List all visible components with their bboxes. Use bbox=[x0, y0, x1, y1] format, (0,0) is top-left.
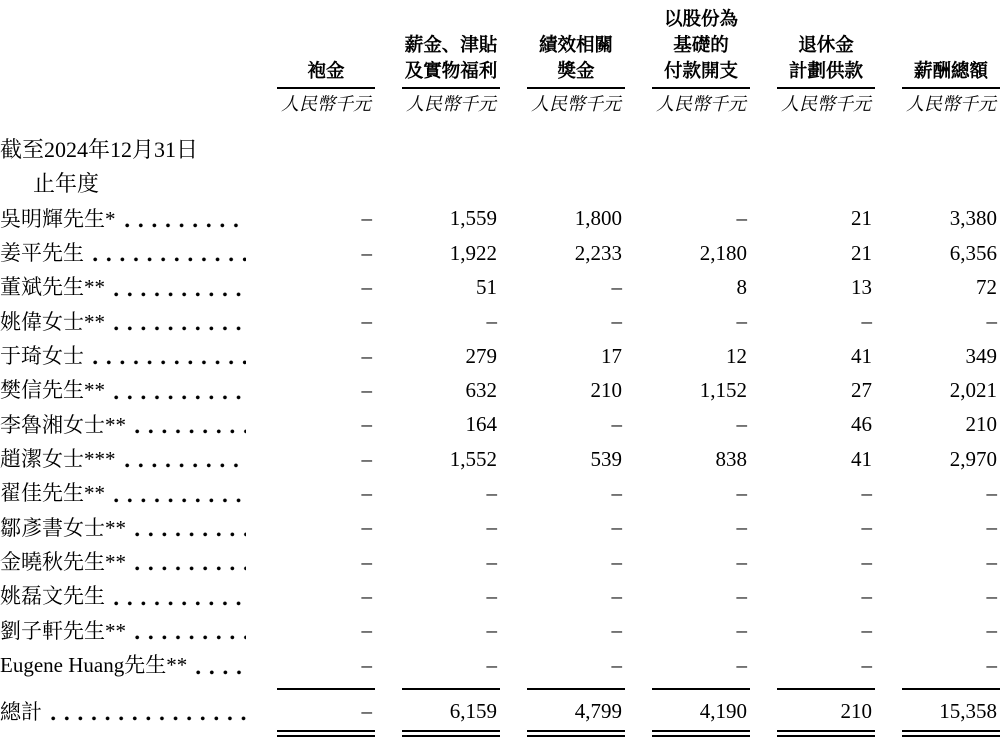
value-cell: 4,799 bbox=[574, 699, 622, 724]
value-cell: – bbox=[486, 618, 497, 643]
period-row-2 bbox=[0, 167, 1000, 201]
row-name-cell bbox=[0, 648, 250, 682]
row-name: 姚磊文先生 bbox=[0, 584, 105, 609]
value-cell: – bbox=[986, 618, 997, 643]
rule-cell bbox=[375, 688, 500, 690]
value-cell: 632 bbox=[465, 378, 497, 403]
double-rule bbox=[777, 730, 875, 737]
value-cell: – bbox=[361, 618, 372, 643]
value-cell: – bbox=[361, 481, 372, 506]
row-name-cell bbox=[0, 614, 250, 648]
value-cell: – bbox=[861, 584, 872, 609]
rule-cell bbox=[875, 729, 1000, 737]
row-name: 董斌先生** bbox=[0, 275, 105, 300]
dot-leader bbox=[135, 635, 246, 640]
dot-leader bbox=[125, 463, 247, 468]
column-header-text bbox=[652, 6, 750, 89]
value-cell: – bbox=[361, 343, 372, 368]
table-row bbox=[0, 648, 1000, 682]
table-row bbox=[0, 270, 1000, 304]
column-header-line: 及實物福利 bbox=[404, 60, 498, 81]
subtotal-rule-row bbox=[0, 683, 1000, 695]
row-name: 總計 bbox=[0, 699, 42, 724]
value-cell: 1,800 bbox=[574, 206, 622, 231]
single-rule bbox=[402, 688, 500, 690]
single-rule bbox=[277, 688, 375, 690]
column-header-line: 薪酬總額 bbox=[913, 60, 988, 81]
value-cell: – bbox=[986, 652, 997, 677]
value-cell: 210 bbox=[965, 412, 997, 437]
value-cell: 21 bbox=[851, 206, 872, 231]
table-body bbox=[0, 133, 1000, 743]
value-cell: – bbox=[986, 481, 997, 506]
column-header-5 bbox=[875, 58, 1000, 116]
table-row bbox=[0, 476, 1000, 510]
value-cell: – bbox=[611, 652, 622, 677]
dot-leader bbox=[196, 670, 246, 675]
value-cell: 279 bbox=[465, 343, 497, 368]
single-rule bbox=[527, 688, 625, 690]
value-cell: 210 bbox=[590, 378, 622, 403]
row-name: 鄒彥書女士** bbox=[0, 515, 126, 540]
value-cell: 41 bbox=[851, 446, 872, 471]
data-rows bbox=[0, 202, 1000, 683]
row-name: 于琦女士 bbox=[0, 344, 84, 369]
column-header-line: 基礎的 bbox=[673, 34, 729, 55]
value-cell: – bbox=[611, 515, 622, 540]
column-header-line: 袍金 bbox=[307, 60, 345, 81]
rule-cell bbox=[625, 688, 750, 690]
unit-label: 人民幣千元 bbox=[406, 94, 496, 114]
row-name-cell bbox=[0, 579, 250, 613]
table-header-row bbox=[0, 6, 1000, 116]
value-cell: – bbox=[361, 240, 372, 265]
value-cell: – bbox=[611, 275, 622, 300]
value-cell: 2,233 bbox=[574, 240, 622, 265]
row-name-cell bbox=[0, 695, 250, 729]
rule-cell bbox=[750, 729, 875, 737]
dot-leader bbox=[135, 532, 246, 537]
column-header-4 bbox=[750, 32, 875, 116]
value-cell: 51 bbox=[476, 275, 497, 300]
value-cell: – bbox=[361, 584, 372, 609]
value-cell: – bbox=[611, 549, 622, 574]
value-cell: 838 bbox=[715, 446, 747, 471]
column-header-1 bbox=[375, 32, 500, 116]
dot-leader bbox=[114, 326, 246, 331]
rule-cell bbox=[250, 729, 375, 737]
value-cell: – bbox=[986, 515, 997, 540]
value-cell: – bbox=[736, 515, 747, 540]
unit-label: 人民幣千元 bbox=[281, 94, 371, 114]
value-cell: 2,970 bbox=[949, 446, 997, 471]
value-cell: – bbox=[486, 309, 497, 334]
row-name-cell bbox=[0, 442, 250, 476]
row-name: 李魯湘女士** bbox=[0, 412, 126, 437]
column-header-text bbox=[527, 32, 625, 89]
value-cell: 46 bbox=[851, 412, 872, 437]
value-cell: – bbox=[861, 309, 872, 334]
rule-cell bbox=[500, 729, 625, 737]
value-cell: – bbox=[736, 618, 747, 643]
value-cell: – bbox=[611, 309, 622, 334]
dot-leader bbox=[135, 429, 246, 434]
value-cell: 349 bbox=[965, 343, 997, 368]
value-cell: – bbox=[361, 378, 372, 403]
value-cell: – bbox=[986, 309, 997, 334]
value-cell: 3,380 bbox=[949, 206, 997, 231]
double-rule bbox=[902, 730, 1000, 737]
table-row bbox=[0, 305, 1000, 339]
value-cell: – bbox=[486, 549, 497, 574]
dot-leader bbox=[51, 716, 246, 721]
column-header-line: 計劃供款 bbox=[788, 60, 863, 81]
row-name-cell bbox=[0, 339, 250, 373]
value-cell: 1,922 bbox=[449, 240, 497, 265]
value-cell: – bbox=[361, 309, 372, 334]
value-cell: 6,159 bbox=[449, 699, 497, 724]
value-cell: – bbox=[986, 584, 997, 609]
table-row bbox=[0, 202, 1000, 236]
dot-leader bbox=[93, 360, 246, 365]
value-cell: – bbox=[861, 549, 872, 574]
value-cell: – bbox=[611, 618, 622, 643]
value-cell: 164 bbox=[465, 412, 497, 437]
value-cell: – bbox=[611, 412, 622, 437]
table-row bbox=[0, 579, 1000, 613]
row-name-cell bbox=[0, 270, 250, 304]
unit-label: 人民幣千元 bbox=[531, 94, 621, 114]
value-cell: – bbox=[361, 206, 372, 231]
rule-cell bbox=[250, 688, 375, 690]
table-row bbox=[0, 511, 1000, 545]
table-row bbox=[0, 442, 1000, 476]
value-cell: – bbox=[861, 515, 872, 540]
row-name-cell bbox=[0, 305, 250, 339]
value-cell: 21 bbox=[851, 240, 872, 265]
dot-leader bbox=[125, 223, 247, 228]
period-row-1 bbox=[0, 133, 1000, 167]
value-cell: 13 bbox=[851, 275, 872, 300]
value-cell: 12 bbox=[726, 343, 747, 368]
single-rule bbox=[902, 688, 1000, 690]
rule-cell bbox=[500, 688, 625, 690]
rule-cell bbox=[875, 688, 1000, 690]
table-row bbox=[0, 408, 1000, 442]
value-cell: 2,021 bbox=[949, 378, 997, 403]
dot-leader bbox=[135, 566, 246, 571]
grand-total-double-rule-row bbox=[0, 729, 1000, 743]
rule-cell bbox=[625, 729, 750, 737]
column-header-line: 績效相關 bbox=[538, 34, 613, 55]
row-name-cell bbox=[0, 236, 250, 270]
row-name-cell bbox=[0, 545, 250, 579]
column-header-line: 退休金 bbox=[798, 34, 854, 55]
value-cell: 4,190 bbox=[699, 699, 747, 724]
rule-cell bbox=[750, 688, 875, 690]
rule-cell bbox=[375, 729, 500, 737]
value-cell: – bbox=[736, 309, 747, 334]
dot-leader bbox=[114, 292, 246, 297]
table-row bbox=[0, 545, 1000, 579]
value-cell: – bbox=[986, 549, 997, 574]
double-rule bbox=[402, 730, 500, 737]
table-row bbox=[0, 236, 1000, 270]
dot-leader bbox=[114, 601, 246, 606]
unit-label: 人民幣千元 bbox=[781, 94, 871, 114]
value-cell: – bbox=[361, 515, 372, 540]
double-rule bbox=[527, 730, 625, 737]
value-cell: – bbox=[736, 584, 747, 609]
column-header-line: 付款開支 bbox=[663, 60, 738, 81]
value-cell: – bbox=[486, 481, 497, 506]
row-name-cell bbox=[0, 202, 250, 236]
row-name: 吳明輝先生* bbox=[0, 206, 116, 231]
value-cell: – bbox=[861, 618, 872, 643]
value-cell: – bbox=[736, 481, 747, 506]
value-cell: 2,180 bbox=[699, 240, 747, 265]
unit-label: 人民幣千元 bbox=[906, 94, 996, 114]
value-cell: – bbox=[861, 481, 872, 506]
double-rule bbox=[277, 730, 375, 737]
total-row bbox=[0, 695, 1000, 729]
table-row bbox=[0, 373, 1000, 407]
row-name: 金曉秋先生** bbox=[0, 550, 126, 575]
value-cell: 1,152 bbox=[699, 378, 747, 403]
value-cell: – bbox=[361, 275, 372, 300]
value-cell: 27 bbox=[851, 378, 872, 403]
value-cell: – bbox=[361, 446, 372, 471]
value-cell: – bbox=[361, 412, 372, 437]
period-label-line1: 截至2024年12月31日 bbox=[0, 137, 199, 162]
row-name: 趙潔女士*** bbox=[0, 447, 116, 472]
value-cell: – bbox=[361, 549, 372, 574]
dot-leader bbox=[93, 257, 246, 262]
value-cell: – bbox=[736, 206, 747, 231]
period-label-line2: 止年度 bbox=[33, 171, 100, 197]
column-header-0 bbox=[250, 58, 375, 116]
column-header-line: 薪金、津貼 bbox=[404, 34, 498, 55]
value-cell: – bbox=[486, 652, 497, 677]
row-name-cell bbox=[0, 476, 250, 510]
value-cell: 8 bbox=[736, 275, 747, 300]
single-rule bbox=[777, 688, 875, 690]
value-cell: 6,356 bbox=[949, 240, 997, 265]
dot-leader bbox=[114, 395, 246, 400]
column-header-2 bbox=[500, 32, 625, 116]
single-rule bbox=[652, 688, 750, 690]
value-cell: 72 bbox=[976, 275, 997, 300]
row-name-cell bbox=[0, 408, 250, 442]
value-cell: – bbox=[736, 549, 747, 574]
value-cell: 15,358 bbox=[939, 699, 997, 724]
column-header-line: 以股份為 bbox=[663, 8, 738, 29]
row-name-cell bbox=[0, 373, 250, 407]
column-header-text bbox=[777, 32, 875, 89]
value-cell: – bbox=[361, 699, 372, 724]
value-cell: 1,559 bbox=[449, 206, 497, 231]
value-cell: 539 bbox=[590, 446, 622, 471]
unit-label: 人民幣千元 bbox=[656, 94, 746, 114]
row-name-cell bbox=[0, 511, 250, 545]
row-name: Eugene Huang先生** bbox=[0, 653, 188, 678]
row-name: 姜平先生 bbox=[0, 241, 84, 266]
value-cell: – bbox=[861, 652, 872, 677]
row-name: 樊信先生** bbox=[0, 378, 105, 403]
column-header-text bbox=[277, 58, 375, 89]
column-header-text bbox=[402, 32, 500, 89]
row-name: 翟佳先生** bbox=[0, 481, 105, 506]
double-rule bbox=[652, 730, 750, 737]
value-cell: 17 bbox=[601, 343, 622, 368]
column-header-text bbox=[902, 58, 1000, 89]
row-name: 姚偉女士** bbox=[0, 309, 105, 334]
dot-leader bbox=[114, 498, 246, 503]
value-cell: 1,552 bbox=[449, 446, 497, 471]
value-cell: 41 bbox=[851, 343, 872, 368]
value-cell: – bbox=[486, 584, 497, 609]
value-cell: 210 bbox=[840, 699, 872, 724]
row-name: 劉子軒先生** bbox=[0, 618, 126, 643]
value-cell: – bbox=[361, 652, 372, 677]
value-cell: – bbox=[611, 481, 622, 506]
table-row bbox=[0, 339, 1000, 373]
table-row bbox=[0, 614, 1000, 648]
value-cell: – bbox=[736, 652, 747, 677]
value-cell: – bbox=[486, 515, 497, 540]
value-cell: – bbox=[611, 584, 622, 609]
value-cell: – bbox=[736, 412, 747, 437]
column-header-line: 獎金 bbox=[557, 60, 595, 81]
column-header-3 bbox=[625, 6, 750, 116]
